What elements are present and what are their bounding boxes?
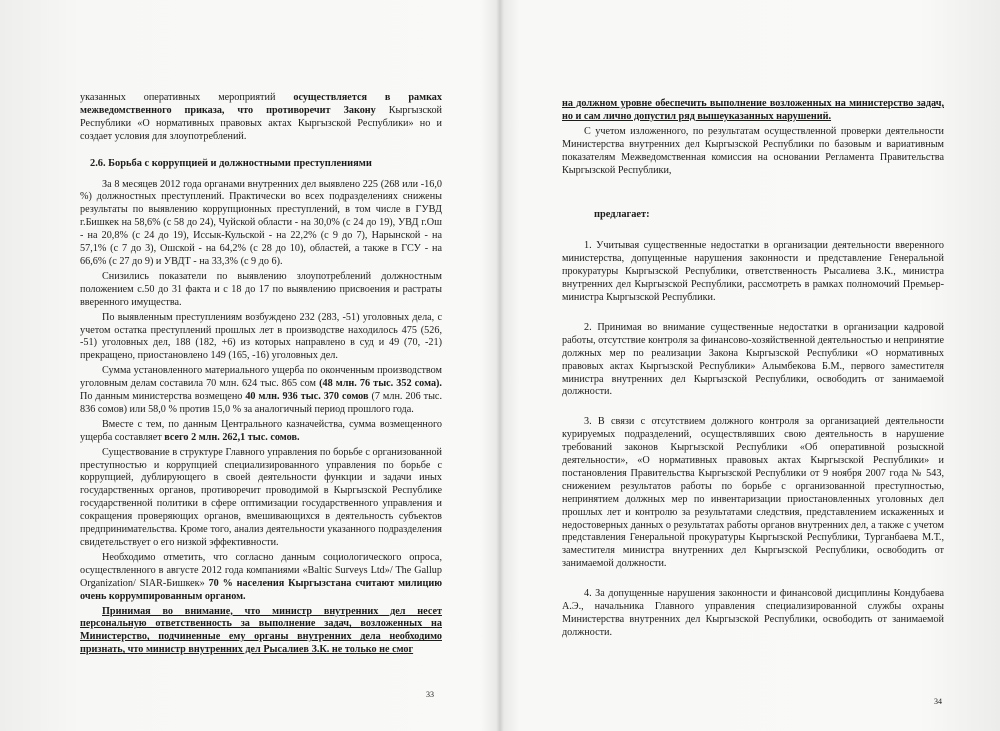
paragraph-damage: [80, 365, 442, 417]
page-33: [80, 92, 442, 657]
damage-bold-2: 40 млн. 936 тыс. 370 сомов: [245, 391, 369, 403]
proposal-label: предлагает:: [594, 209, 650, 221]
page-number-34: 34: [934, 697, 942, 706]
damage-bold-1: (48 млн. 76 тыс. 352 сома).: [319, 378, 442, 390]
intro-paragraph: [80, 92, 442, 144]
paragraph-continuation: на должном уровне обеспечить выполнение возложенных на министерство задач, но и сам лично допустил ряд вышеуказанных нарушений.: [562, 98, 944, 122]
paragraph-cases: По выявленным преступлениям возбуждено 232 (283, -51) уголовных дела, с учетом остатка преступлений прошлых лет в производстве находилось 475 (526, -51) уголовных дел, 188 (182, +6) из которых направлено в суд и 49 (70, -21) прекращено, приостановлено 149 (165, -16) уголовных дел.: [80, 311, 442, 362]
paragraph-abuse: Снизились показатели по выявлению злоупотреблений должностным положением с.50 до 31 факта и с 18 до 17 по выявлению присвоения и растраты вверенного имущества.: [80, 270, 442, 308]
paragraph-crimes: За 8 месяцев 2012 года органами внутренних дел выявлено 225 (268 или -16,0 %) должностных преступлений. Практически во всех подразделениях снижены результаты по выявлению коррупционных преступлений, в том числе в ГУВД г.Бишкек на 58,6% (с 58 до 24), Чуйской области - на 30,0% (с 24 до 19), УВД г.Ош - на 20,8% (с 24 до 19), Иссык-Кульской - на 22,2% (с 9 до 7), Нарынской - на 57,1% (с 7 до 3), Ошской - на 64,2% (с 28 до 10), областей, а также в ГСУ - на 66,6% (с 27 до 9) и УВДТ - на 33,3% (с 9 до 6).: [80, 178, 442, 267]
page-34: [562, 98, 944, 640]
paragraph-conclusion: С учетом изложенного, по результатам осуществленной проверки деятельности Министерства внутренних дел Кыргызской Республики по базовым и вариативным показателям Межведомственная комиссия на основании Регламента Правительства Кыргызской Республики,: [562, 125, 944, 176]
intro-bold-text: осуществляется в рамках межведомственного приказа, что противоречит Закону: [80, 92, 442, 116]
intro-text: указанных оперативных мероприятий: [80, 92, 294, 103]
survey-bold: 70 % населения Кыргызстана считают милицию очень коррумпированным органом.: [80, 577, 442, 602]
damage-text-2: По данным министерства возмещено: [80, 391, 246, 403]
damage-text: Сумма установленного материального ущерба по оконченным производством уголовным делам составила 70 млн. 624 тыс. 865 сом: [80, 365, 442, 390]
paragraph-minister: Принимая во внимание, что министр внутренних дел несет персональную ответственность за выполнение задач, возложенных на Министерство, подчиненные ему органы внутренних дела необходимо признать, что министр внутренних дел Рысалиев З.К. не только не смог: [80, 605, 442, 656]
proposal-item-1: 1. Учитывая существенные недостатки в организации деятельности вверенного министерства, допущенные нарушения законности и представление Генеральной прокуратуры Кыргызской Республики, ответственность Рысалиева З.К., министра внутренних дел Кыргызской Республики, рассмотреть в рамках полномочий Премьер-министра Кыргызской Республики.: [562, 240, 944, 303]
section-heading: 2.6. Борьба с коррупцией и должностными преступлениями: [90, 157, 372, 169]
page-number-33: 33: [426, 690, 434, 699]
survey-text: Необходимо отметить, что согласно данным социологического опроса, осуществленного в августе 2012 года компаниями «Baltic Surveys Ltd»/ The Gallup Organization/ SIAR-Бишкек»: [80, 551, 442, 589]
paragraph-treasury: [80, 419, 442, 445]
page-gutter: [496, 0, 504, 731]
proposal-item-2: 2. Принимая во внимание существенные недостатки в организации кадровой работы, отсутствие контроля за финансово-хозяйственной деятельностью и непринятие должных мер по реализации Закона Кыргызской Республики «О нормативных правовых актах Кыргызской Республики» Алымбекова Б.М., первого заместителя министра внутренних дел Кыргызской Республики, освободить от занимаемой должности.: [562, 321, 944, 398]
proposal-item-4: 4. За допущенные нарушения законности и финансовой дисциплины Кондубаева А.Э., начальника Главного управления специализированной службы охраны Министерства внутренних дел Кыргызской Республики, освободить от занимаемой должности.: [562, 588, 944, 638]
proposal-item-3: 3. В связи с отсутствием должного контроля за организацией деятельности курируемых подразделений, осуществлявших свою деятельность в нарушение требований законов Кыргызской Республики «Об оперативной розыскной деятельности», «О нормативных правовых актах Кыргызской Республики» и постановления Правительства Кыргызской Республики от 9 ноября 2007 года № 543, снижением результатов работы по борьбе с организованной преступностью, непринятием должных мер по инвентаризации приостановленных уголовных дел прошлых лет и контролю за результатами следствия, представлением искаженных и недостоверных данных о результатах работы органов внутренних дел, а также с учетом представления Генеральной прокуратуры Кыргызской Республики, Турганбаева М.Т., заместителя министра внутренних дел Кыргызской Республики, освободить от занимаемой должности.: [562, 416, 944, 570]
treasury-bold: всего 2 млн. 262,1 тыс. сомов.: [164, 431, 300, 443]
paragraph-structure: Существование в структуре Главного управления по борьбе с организованной преступностью и коррупцией специализированного управления по борьбе с коррупцией, дублирующего в своей деятельности функции и задачи иных государственных органов, противоречит проводимой в Кыргызской Республике государственной политики в сфере оптимизации государственного управления и сокращения проверяющих органов, вмешивающихся в деятельность субъектов предпринимательства. Кроме того, анализ деятельности указанного подразделения свидетельствует о его низкой эффективности.: [80, 446, 442, 548]
damage-text-3: (7 млн. 206 тыс. 836 сомов) или 58,0 % против 15,0 % за аналогичный период прошлого года.: [80, 391, 442, 415]
treasury-text: Вместе с тем, по данным Центрального казначейства, сумма возмещенного ущерба составляет: [80, 418, 442, 443]
paragraph-survey: [80, 552, 442, 604]
intro-text-end: Кыргызской Республики «О нормативных правовых актах Кыргызской Республики» но и создает условия для злоупотреблений.: [80, 104, 442, 142]
